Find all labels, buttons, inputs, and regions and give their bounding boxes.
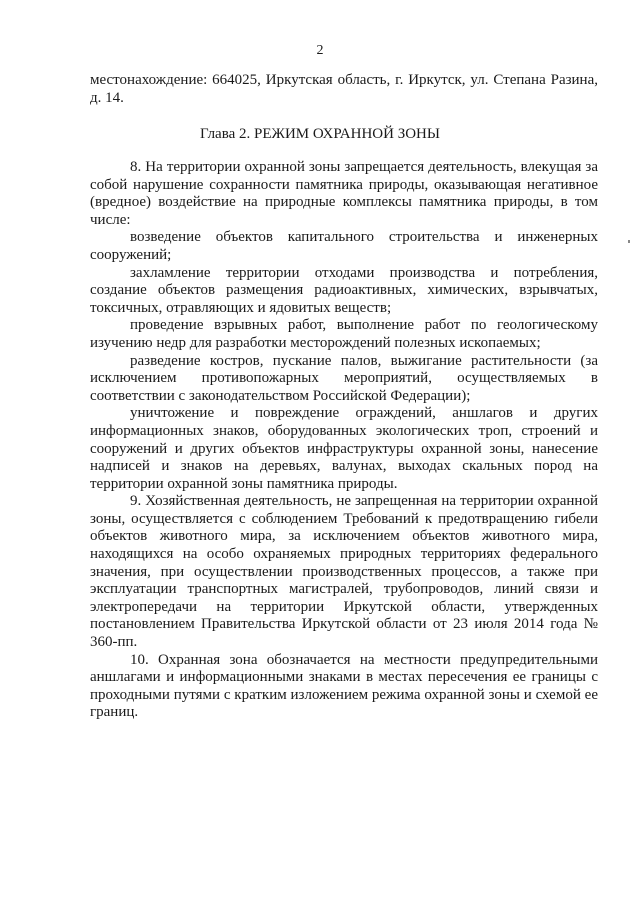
list-item-damage: уничтожение и повреждение ограждений, аншлагов и других информационных знаков, оборудованных экологических троп, строений и сооружений и других объектов инфраструктуры охранной зоны, нанесение надписей и знаков на деревьях, валунах, выходах скальных пород на территории охранной зоны памятника природы. xyxy=(90,405,598,492)
list-item-explosives: проведение взрывных работ, выполнение работ по геологическому изучению недр для разработки месторождений полезных ископаемых; xyxy=(90,317,598,351)
intro-paragraph: местонахождение: 664025, Иркутская область, г. Иркутск, ул. Степана Разина, д. 14. xyxy=(90,72,598,106)
paragraph-10: 10. Охранная зона обозначается на местности предупредительными аншлагами и информационными знаками в местах пересечения ее границы с проходными путями с кратким изложением режима охранной зоны и схемой ее границ. xyxy=(90,651,598,721)
paragraph-9: 9. Хозяйственная деятельность, не запрещенная на территории охранной зоны, осуществляется с соблюдением Требований к предотвращению гибели объектов животного мира, за исключением объектов животного мира, находящихся на особо охраняемых природных территориях федерального значения, при осуществлении производственных процессов, а также при эксплуатации транспортных магистралей, трубопроводов, линий связи и электропередачи на территории Иркутской области, утвержденных постановлением Правительства Иркутской области от 23 июля 2014 года № 360-пп. xyxy=(90,493,598,651)
scan-speck xyxy=(628,240,630,243)
page-number: 2 xyxy=(316,43,324,58)
intro-block xyxy=(90,72,598,107)
paragraph-8: 8. На территории охранной зоны запрещается деятельность, влекущая за собой нарушение сохранности памятника природы, оказывающая негативное (вредное) воздействие на природные комплексы памятника природы, в том числе: xyxy=(90,159,598,228)
list-item-fires: разведение костров, пускание палов, выжигание растительности (за исключением противопожарных мероприятий, осуществляемых в соответствии с законодательством Российской Федерации); xyxy=(90,352,598,404)
body-text xyxy=(90,159,598,722)
list-item-construction: возведение объектов капитального строительства и инженерных сооружений; xyxy=(90,229,598,263)
chapter-heading: Глава 2. РЕЖИМ ОХРАННОЙ ЗОНЫ xyxy=(200,126,440,142)
list-item-waste: захламление территории отходами производства и потребления, создание объектов размещения радиоактивных, химических, взрывчатых, токсичных, отравляющих и ядовитых веществ; xyxy=(90,264,598,316)
